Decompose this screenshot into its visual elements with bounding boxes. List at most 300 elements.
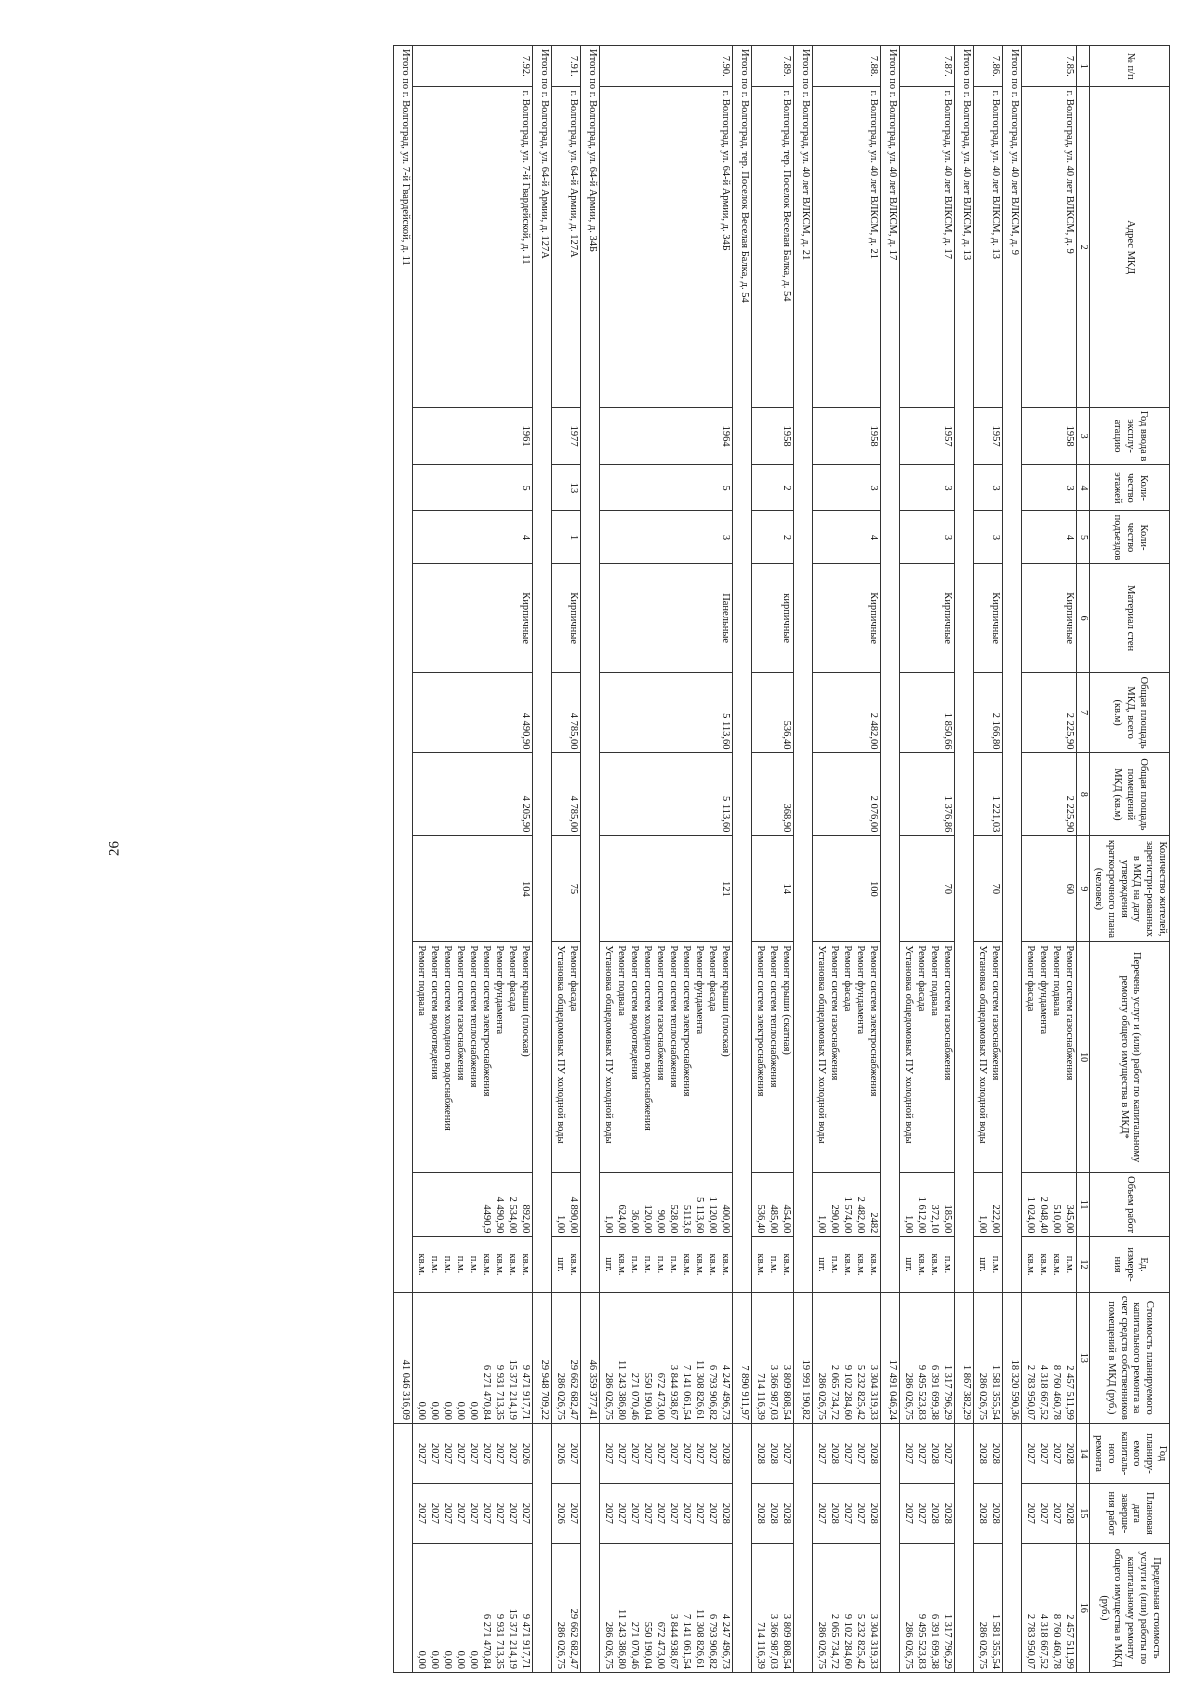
column-number: 6 — [1077, 564, 1090, 672]
work-cost: 0,00 — [442, 1401, 454, 1421]
work-unit: кв.м. — [916, 1253, 928, 1276]
work-name: Ремонт фасада — [916, 945, 928, 1012]
work-end-year: 2027 — [903, 1502, 915, 1524]
record-year: 1977 — [552, 407, 581, 465]
column-number: 15 — [1077, 1483, 1090, 1543]
record-row — [600, 46, 733, 1673]
column-header: Коли-чество подъездов — [1090, 511, 1170, 564]
total-empty — [794, 1424, 813, 1673]
work-volume: 1,00 — [977, 1215, 989, 1234]
record-number: 7.92. — [413, 46, 533, 87]
column-header: № п/п — [1090, 46, 1170, 87]
work-name: Ремонт систем электроснабжения — [481, 945, 493, 1097]
work-unit: п.м. — [768, 1255, 780, 1274]
work-limit: 3 809 808,54 — [781, 1613, 793, 1669]
work-cost: 286 026,75 — [977, 1372, 989, 1421]
work-cost: 0,00 — [416, 1401, 428, 1421]
work-year: 2027 — [655, 1442, 667, 1464]
work-end-year: 2028 — [929, 1502, 941, 1524]
work-limit: 9 495 523,83 — [916, 1613, 928, 1669]
total-empty — [1003, 1424, 1022, 1673]
record-floors: 3 — [813, 465, 881, 511]
work-unit-list — [413, 1237, 533, 1292]
work-limit: 5 232 825,42 — [855, 1613, 867, 1669]
work-year: 2027 — [603, 1442, 615, 1464]
work-volume: 222,00 — [990, 1204, 1002, 1234]
column-number: 7 — [1077, 672, 1090, 753]
work-unit: кв.м. — [781, 1253, 793, 1276]
column-number: 9 — [1077, 836, 1090, 942]
work-volume: 510,00 — [1051, 1204, 1063, 1234]
work-name: Ремонт систем газоснабжения — [990, 945, 1002, 1081]
work-cost: 7 141 061,54 — [681, 1364, 693, 1421]
work-name: Ремонт крыши (плоская) — [520, 945, 532, 1057]
work-name-list — [813, 942, 881, 1172]
work-year: 2027 — [568, 1442, 580, 1464]
work-name: Установка общедомовых ПУ холодной воды — [555, 945, 567, 1144]
work-end-year: 2027 — [507, 1502, 519, 1524]
work-name: Ремонт систем теплоснабжения — [468, 945, 480, 1088]
work-year: 2028 — [768, 1442, 780, 1464]
record-number: 7.88. — [813, 46, 881, 87]
record-area-rooms: 1 221,03 — [974, 753, 1003, 836]
work-name: Ремонт систем газоснабжения — [1064, 945, 1076, 1081]
work-end-year: 2028 — [768, 1502, 780, 1524]
work-year: 2027 — [1051, 1442, 1063, 1464]
record-floors: 13 — [552, 465, 581, 511]
work-end-year-list — [413, 1483, 533, 1543]
work-cost: 714 116,39 — [755, 1373, 767, 1421]
total-label: Итого по г. Волгоград, ул. 40 лет ВЛКСМ, д. 9 — [1003, 46, 1022, 1293]
work-year: 2027 — [416, 1442, 428, 1464]
work-limit: 15 371 214,19 — [507, 1608, 519, 1669]
work-limit: 11 243 386,80 — [616, 1609, 628, 1669]
work-year: 2028 — [720, 1442, 732, 1464]
work-volume-list — [813, 1172, 881, 1237]
work-cost: 6 793 906,82 — [707, 1364, 719, 1421]
table-body — [394, 46, 1077, 1673]
work-limit: 8 760 460,78 — [1051, 1613, 1063, 1669]
work-name: Ремонт фундамента — [494, 945, 506, 1035]
total-row — [794, 46, 813, 1673]
work-year: 2028 — [1064, 1442, 1076, 1464]
work-unit: шт. — [555, 1257, 567, 1272]
work-year: 2027 — [942, 1442, 954, 1464]
work-unit: кв.м. — [481, 1253, 493, 1276]
work-limit: 29 662 682,47 — [568, 1608, 580, 1669]
record-address: г. Волгоград, ул. 40 лет ВЛКСМ, д. 13 — [974, 87, 1003, 407]
record-material: Кирпичные — [413, 564, 533, 672]
work-cost-list — [413, 1292, 533, 1423]
work-cost: 1 317 796,29 — [942, 1364, 954, 1421]
work-cost: 3 809 808,54 — [781, 1364, 793, 1421]
work-end-year: 2027 — [916, 1502, 928, 1524]
record-residents: 121 — [600, 836, 733, 942]
work-volume: 185,00 — [942, 1204, 954, 1234]
work-end-year: 2027 — [468, 1502, 480, 1524]
work-end-year: 2028 — [1064, 1502, 1076, 1524]
work-end-year-list — [900, 1483, 955, 1543]
work-volume: 2482 — [868, 1212, 880, 1234]
work-unit: п.м. — [1064, 1255, 1076, 1274]
record-material: кирпичные — [752, 564, 794, 672]
repair-plan-table — [393, 45, 1170, 1673]
record-area-rooms: 368,90 — [752, 753, 794, 836]
work-unit-list — [900, 1237, 955, 1292]
record-number: 7.91. — [552, 46, 581, 87]
work-volume: 5 113,60 — [694, 1197, 706, 1234]
record-number: 7.86. — [974, 46, 1003, 87]
work-volume-list — [600, 1172, 733, 1237]
work-limit-list — [600, 1543, 733, 1672]
record-area-total: 2 225,90 — [1022, 672, 1077, 753]
work-end-year: 2027 — [494, 1502, 506, 1524]
record-area-rooms: 2 225,90 — [1022, 753, 1077, 836]
work-end-year: 2027 — [681, 1502, 693, 1524]
record-area-total: 1 850,66 — [900, 672, 955, 753]
work-limit: 286 026,75 — [816, 1621, 828, 1669]
record-material: Кирпичные — [813, 564, 881, 672]
work-volume: 536,40 — [755, 1204, 767, 1234]
work-unit-list — [1022, 1237, 1077, 1292]
work-end-year: 2028 — [755, 1502, 767, 1524]
work-end-year: 2027 — [603, 1502, 615, 1524]
column-header: Общая площадь МКД, всего (кв.м) — [1090, 672, 1170, 753]
work-unit: шт. — [603, 1257, 615, 1272]
work-volume: 345,00 — [1064, 1204, 1076, 1234]
record-number: 7.89. — [752, 46, 794, 87]
work-name: Ремонт фасада — [568, 945, 580, 1012]
record-entrances: 3 — [974, 511, 1003, 564]
column-number: 14 — [1077, 1424, 1090, 1484]
work-cost-list — [600, 1292, 733, 1423]
record-row — [1022, 46, 1077, 1673]
work-cost: 2 783 950,07 — [1025, 1364, 1037, 1421]
record-floors: 5 — [413, 465, 533, 511]
work-end-year: 2027 — [707, 1502, 719, 1524]
work-volume-list — [413, 1172, 533, 1237]
work-year: 2027 — [1038, 1442, 1050, 1464]
record-material: Панельные — [600, 564, 733, 672]
record-material: Кирпичные — [900, 564, 955, 672]
record-residents: 75 — [552, 836, 581, 942]
total-row — [533, 46, 552, 1673]
total-empty — [955, 1424, 974, 1673]
work-year: 2028 — [990, 1442, 1002, 1464]
work-volume: 290,00 — [829, 1204, 841, 1234]
record-floors: 2 — [752, 465, 794, 511]
work-year-list — [413, 1424, 533, 1484]
work-cost: 9 102 284,60 — [842, 1364, 854, 1421]
work-name: Ремонт систем холодного водоснабжения — [642, 945, 654, 1131]
work-limit: 0,00 — [468, 1650, 480, 1669]
column-header: Стоимость планируемого капитального ремонта за счет средств собственников помещений в МКД (руб.) — [1090, 1292, 1170, 1423]
work-unit: п.м. — [642, 1255, 654, 1274]
work-cost-list — [900, 1292, 955, 1423]
work-limit: 1 581 355,54 — [990, 1613, 1002, 1669]
work-end-year-list — [552, 1483, 581, 1543]
work-year: 2027 — [816, 1442, 828, 1464]
work-end-year-list — [813, 1483, 881, 1543]
column-header: Коли-чество этажей — [1090, 465, 1170, 511]
work-name: Ремонт систем электроснабжения — [868, 945, 880, 1097]
total-label: Итого по г. Волгоград, ул. 40 лет ВЛКСМ, д. 21 — [794, 46, 813, 1293]
total-label: Итого по г. Волгоград, ул. 64-й Армии, д. 127А — [533, 46, 552, 1293]
work-name: Ремонт систем газоснабжения — [942, 945, 954, 1081]
work-volume-list — [900, 1172, 955, 1237]
work-end-year: 2028 — [720, 1502, 732, 1524]
work-name: Ремонт фундамента — [694, 945, 706, 1035]
work-cost: 5 232 825,42 — [855, 1364, 867, 1421]
record-area-total: 4 785,00 — [552, 672, 581, 753]
work-volume: 2 534,00 — [507, 1196, 519, 1234]
record-address: г. Волгоград, ул. 7-й Гвардейской, д. 11 — [413, 87, 533, 407]
work-cost-list — [552, 1292, 581, 1423]
work-end-year: 2027 — [455, 1502, 467, 1524]
work-year: 2027 — [694, 1442, 706, 1464]
record-residents: 70 — [900, 836, 955, 942]
work-volume: 372,10 — [929, 1204, 941, 1234]
column-number: 10 — [1077, 942, 1090, 1172]
work-volume: 90,00 — [655, 1209, 667, 1234]
work-unit: п.м. — [468, 1255, 480, 1274]
total-cost: 29 948 709,22 — [533, 1292, 552, 1423]
record-area-rooms: 1 376,86 — [900, 753, 955, 836]
total-empty — [394, 1424, 413, 1673]
total-row — [1003, 46, 1022, 1673]
work-volume: 892,00 — [520, 1204, 532, 1234]
header-row — [1090, 46, 1170, 1673]
total-label: Итого по г. Волгоград, ул. 7-й Гвардейской, д. 11 — [394, 46, 413, 1293]
record-row — [413, 46, 533, 1673]
work-volume-list — [974, 1172, 1003, 1237]
record-address: г. Волгоград, ул. 40 лет ВЛКСМ, д. 9 — [1022, 87, 1077, 407]
record-entrances: 4 — [1022, 511, 1077, 564]
work-cost: 8 760 460,78 — [1051, 1364, 1063, 1421]
work-year: 2027 — [681, 1442, 693, 1464]
work-cost: 11 308 826,61 — [694, 1360, 706, 1421]
work-name-list — [1022, 942, 1077, 1172]
work-volume: 1 612,00 — [916, 1196, 928, 1234]
work-unit: п.м. — [668, 1255, 680, 1274]
record-area-total: 2 166,80 — [974, 672, 1003, 753]
work-volume: 4490,9 — [481, 1204, 493, 1234]
work-volume — [440, 1176, 453, 1234]
work-limit: 6 391 699,38 — [929, 1613, 941, 1669]
work-unit: кв.м. — [855, 1253, 867, 1276]
work-cost: 0,00 — [429, 1401, 441, 1421]
work-unit: кв.м. — [707, 1253, 719, 1276]
work-year-list — [752, 1424, 794, 1484]
record-address: г. Волгоград, тер. Поселок Веселая Балка, д. 54 — [752, 87, 794, 407]
total-label: Итого по г. Волгоград, ул. 64-й Армии, д. 34Б — [581, 46, 600, 1293]
work-unit-list — [813, 1237, 881, 1292]
record-entrances: 3 — [600, 511, 733, 564]
work-cost: 4 247 496,73 — [720, 1364, 732, 1421]
work-cost: 0,00 — [455, 1401, 467, 1421]
work-unit: п.м. — [829, 1255, 841, 1274]
record-material: Кирпичные — [974, 564, 1003, 672]
work-cost: 286 026,75 — [816, 1372, 828, 1421]
work-name: Ремонт крыши (скатная) — [781, 945, 793, 1055]
column-number: 8 — [1077, 753, 1090, 836]
work-limit: 0,00 — [455, 1650, 467, 1669]
work-name: Ремонт фасада — [707, 945, 719, 1012]
work-limit-list — [900, 1543, 955, 1672]
work-name: Ремонт фасада — [507, 945, 519, 1012]
work-volume: 1 120,00 — [707, 1196, 719, 1234]
record-number: 7.85. — [1022, 46, 1077, 87]
work-volume: 2 048,40 — [1038, 1196, 1050, 1234]
work-year: 2027 — [916, 1442, 928, 1464]
work-limit: 0,00 — [429, 1650, 441, 1669]
work-limit: 6 271 470,84 — [481, 1613, 493, 1669]
record-residents: 104 — [413, 836, 533, 942]
work-cost: 672 473,00 — [655, 1372, 667, 1421]
work-volume-list — [552, 1172, 581, 1237]
work-limit: 714 116,39 — [755, 1622, 767, 1669]
work-cost: 11 243 386,80 — [616, 1360, 628, 1421]
work-name-list — [413, 942, 533, 1172]
work-year: 2027 — [642, 1442, 654, 1464]
work-year: 2027 — [481, 1442, 493, 1464]
work-year: 2027 — [781, 1442, 793, 1464]
total-row — [581, 46, 600, 1673]
work-volume — [427, 1176, 440, 1234]
total-label: Итого по г. Волгоград, ул. 40 лет ВЛКСМ, д. 13 — [955, 46, 974, 1293]
total-row — [881, 46, 900, 1673]
work-end-year: 2027 — [816, 1502, 828, 1524]
work-limit: 7 141 061,54 — [681, 1613, 693, 1669]
total-cost: 46 359 377,41 — [581, 1292, 600, 1423]
record-row — [552, 46, 581, 1673]
work-limit: 9 471 917,71 — [520, 1613, 532, 1669]
work-volume: 120,00 — [642, 1204, 654, 1234]
work-year-list — [552, 1424, 581, 1484]
work-volume: 1 574,00 — [842, 1196, 854, 1234]
work-cost: 3 844 938,67 — [668, 1364, 680, 1421]
work-unit-list — [752, 1237, 794, 1292]
work-year: 2027 — [842, 1442, 854, 1464]
work-unit: кв.м. — [868, 1253, 880, 1276]
work-volume: 4 490,90 — [494, 1196, 506, 1234]
work-limit: 4 318 667,52 — [1038, 1613, 1050, 1669]
work-volume: 1,00 — [903, 1215, 915, 1234]
work-year: 2027 — [507, 1442, 519, 1464]
total-empty — [733, 1424, 752, 1673]
work-limit: 286 026,75 — [603, 1621, 615, 1669]
work-name: Ремонт подвала — [1051, 945, 1063, 1016]
rotated-table-container — [40, 45, 1170, 1673]
record-area-total: 4 490,90 — [413, 672, 533, 753]
record-year: 1958 — [1022, 407, 1077, 465]
work-cost-list — [752, 1292, 794, 1423]
column-header: Материал стен — [1090, 564, 1170, 672]
work-volume: 2 482,00 — [855, 1196, 867, 1234]
record-row — [900, 46, 955, 1673]
total-cost: 18 320 590,36 — [1003, 1292, 1022, 1423]
work-unit: кв.м. — [494, 1253, 506, 1276]
work-unit: шт. — [903, 1257, 915, 1272]
work-limit: 4 247 496,73 — [720, 1613, 732, 1669]
work-name-list — [900, 942, 955, 1172]
work-end-year: 2027 — [694, 1502, 706, 1524]
work-limit: 672 473,00 — [655, 1621, 667, 1669]
work-year: 2028 — [755, 1442, 767, 1464]
work-volume — [466, 1176, 479, 1234]
column-header: Предельная стоимость услуги и (или) работы по капитальному ремонту общего имущества в МКД (руб.) — [1090, 1543, 1170, 1672]
work-name: Ремонт крыши (плоская) — [720, 945, 732, 1057]
record-number: 7.90. — [600, 46, 733, 87]
work-volume: 454,00 — [781, 1204, 793, 1234]
work-end-year-list — [752, 1483, 794, 1543]
work-end-year: 2027 — [1038, 1502, 1050, 1524]
work-volume: 400,00 — [720, 1204, 732, 1234]
work-unit: кв.м. — [1051, 1253, 1063, 1276]
work-cost: 286 026,75 — [555, 1372, 567, 1421]
work-unit: п.м. — [429, 1255, 441, 1274]
work-end-year: 2027 — [520, 1502, 532, 1524]
record-area-rooms: 2 076,00 — [813, 753, 881, 836]
work-year: 2027 — [903, 1442, 915, 1464]
work-end-year: 2028 — [990, 1502, 1002, 1524]
work-cost: 286 026,75 — [903, 1372, 915, 1421]
total-row — [394, 46, 413, 1673]
work-unit: кв.м. — [1038, 1253, 1050, 1276]
page-number: 26 — [106, 841, 123, 856]
work-year: 2028 — [829, 1442, 841, 1464]
work-end-year: 2028 — [781, 1502, 793, 1524]
work-cost: 9 495 523,83 — [916, 1364, 928, 1421]
work-limit-list — [413, 1543, 533, 1672]
work-name-list — [552, 942, 581, 1172]
work-cost: 3 366 987,03 — [768, 1364, 780, 1421]
work-limit: 550 190,04 — [642, 1621, 654, 1669]
work-name: Ремонт систем теплоснабжения — [668, 945, 680, 1088]
work-end-year: 2027 — [655, 1502, 667, 1524]
work-cost: 3 304 319,33 — [868, 1364, 880, 1421]
record-floors: 3 — [1022, 465, 1077, 511]
work-unit: кв.м. — [616, 1253, 628, 1276]
column-header: Плановая дата заверше-ния работ — [1090, 1483, 1170, 1543]
work-name: Ремонт систем газоснабжения — [455, 945, 467, 1081]
work-unit: п.м. — [442, 1255, 454, 1274]
record-entrances: 4 — [813, 511, 881, 564]
record-year: 1964 — [600, 407, 733, 465]
work-end-year: 2028 — [829, 1502, 841, 1524]
work-cost: 2 065 734,72 — [829, 1364, 841, 1421]
work-volume: 624,00 — [616, 1204, 628, 1234]
work-unit: п.м. — [629, 1255, 641, 1274]
record-address: г. Волгоград, ул. 40 лет ВЛКСМ, д. 21 — [813, 87, 881, 407]
work-year: 2027 — [468, 1442, 480, 1464]
column-header: Объем работ — [1090, 1172, 1170, 1237]
total-empty — [581, 1424, 600, 1673]
work-year-list — [813, 1424, 881, 1484]
work-unit: п.м. — [655, 1255, 667, 1274]
work-limit-list — [552, 1543, 581, 1672]
column-number: 11 — [1077, 1172, 1090, 1237]
total-cost: 19 991 190,82 — [794, 1292, 813, 1423]
total-cost: 41 046 316,09 — [394, 1292, 413, 1423]
work-cost-list — [974, 1292, 1003, 1423]
record-entrances: 1 — [552, 511, 581, 564]
work-name: Ремонт систем электроснабжения — [681, 945, 693, 1097]
work-cost: 286 026,75 — [603, 1372, 615, 1421]
work-name-list — [752, 942, 794, 1172]
work-name: Установка общедомовых ПУ холодной воды — [816, 945, 828, 1144]
work-unit: кв.м. — [929, 1253, 941, 1276]
